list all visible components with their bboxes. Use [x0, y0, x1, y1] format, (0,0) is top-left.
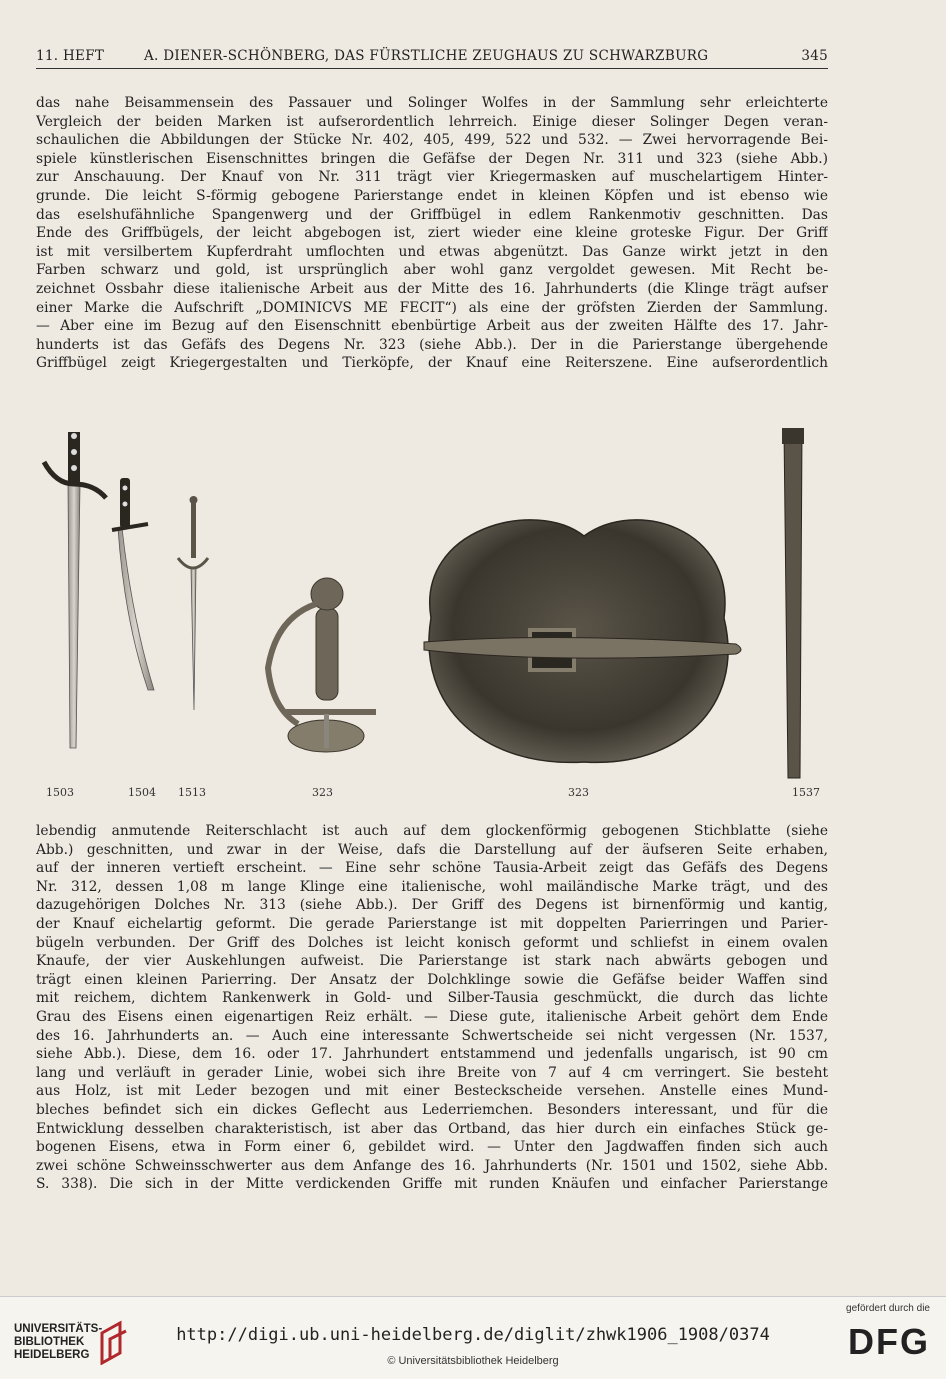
header-rule	[36, 68, 828, 69]
dagger-1513	[178, 496, 208, 710]
caption-1504: 1504	[128, 786, 156, 799]
sword-1503	[44, 432, 106, 748]
text-line: des 16. Jahrhunderts an. — Auch eine interessante Schwertscheide sei nicht vergessen (Nr. 1537,	[36, 1027, 828, 1044]
weapons-figure	[36, 418, 828, 798]
text-line: Grau des Eisens einen eigenartigen Reiz erhält. — Diese gute, italienische Arbeit gehört dem Ende	[36, 1008, 828, 1025]
sword-1504	[112, 478, 154, 690]
caption-323-hilt: 323	[312, 786, 333, 799]
text-line: Nr. 312, dessen 1,08 m lange Klinge eine italienische, wohl mailändische Marke trägt, und des	[36, 878, 828, 895]
cup-guard-323	[424, 520, 741, 763]
rapier-hilt-323	[268, 578, 376, 752]
text-line: Abb.) geschnitten, und zwar in der Weise, dafs die Darstellung auf der äufseren Seite erhaben,	[36, 841, 828, 858]
text-line: bügeln verbunden. Der Griff des Dolches ist leicht konisch geformt und schliefst in einem ovalen	[36, 934, 828, 951]
running-header	[36, 48, 828, 66]
paragraph-bottom	[36, 822, 828, 1232]
text-line: spiele künstlerischen Eisenschnittes bringen die Gefäfse der Degen Nr. 311 und 323 (siehe Abb.)	[36, 150, 828, 167]
text-line: zeichnet Ossbahr diese italienische Arbeit aus der Mitte des 16. Jahrhunderts (die Klinge trägt aufser	[36, 280, 828, 297]
library-name-line1: UNIVERSITÄTS-	[14, 1323, 103, 1335]
scabbard-1537	[782, 428, 804, 778]
text-line: ist mit versilbertem Kupferdraht umflochten und etwas abgenützt. Das Ganze wirkt jetzt in den	[36, 243, 828, 260]
text-line: zwei schöne Schweinsschwerter aus dem Anfange des 16. Jahrhunderts (Nr. 1501 und 1502, siehe Abb.	[36, 1157, 828, 1174]
article-title: A. DIENER-SCHÖNBERG, DAS FÜRSTLICHE ZEUGHAUS ZU SCHWARZBURG	[144, 48, 709, 64]
text-line: grunde. Die leicht S-förmig gebogene Parierstange endet in kleinen Köpfen und ist ebenso wie	[36, 187, 828, 204]
permalink-url[interactable]: http://digi.ub.uni-heidelberg.de/diglit/zhwk1906_1908/0374	[176, 1325, 770, 1345]
copyright-notice: © Universitätsbibliothek Heidelberg	[387, 1355, 559, 1367]
paragraph-top	[36, 94, 828, 394]
text-line: das eselshufähnliche Spangenwerg und der Griffbügel in edlem Rankenmotiv geschnitten. Das	[36, 206, 828, 223]
text-line: Ende des Griffbügels, der leicht abgebogen ist, ziert wieder eine kleine groteske Figur. Der Griff	[36, 225, 828, 242]
text-line: einer Marke die Aufschrift „DOMINICVS ME FECIT“) als eine der gröfsten Zierden der Sammlung.	[36, 299, 828, 316]
text-line: der Knauf eichelartig geformt. Die gerade Parierstange ist mit doppelten Parierringen und Parier-	[36, 915, 828, 932]
text-line: Farben schwarz und gold, ist ursprünglich aber wohl ganz vergoldet gewesen. Mit Recht be-	[36, 262, 828, 279]
text-line: Knaufe, der vier Auskehlungen aufweist. Die Parierstange ist stark nach abwärts gebogen und	[36, 953, 828, 970]
text-line: hunderts ist das Gefäfs des Degens Nr. 323 (siehe Abb.). Der in die Parierstange übergehende	[36, 336, 828, 353]
text-line: lebendig anmutende Reiterschlacht ist auch auf dem glockenförmig gebogenen Stichblatte (siehe	[36, 823, 828, 839]
caption-1537: 1537	[792, 786, 820, 799]
text-line: auf der inneren vertieft erscheint. — Eine sehr schöne Tausia-Arbeit zeigt das Gefäfs des Degens	[36, 860, 828, 877]
text-line: aus Holz, ist mit Leder bezogen und mit einer Besteckscheide versehen. Anstelle eines Mund-	[36, 1083, 828, 1100]
caption-323-guard: 323	[568, 786, 589, 799]
text-line: — Aber eine im Bezug auf den Eisenschnitt ebenbürtige Arbeit aus der zweiten Hälfte des 17. Jahr-	[36, 318, 828, 335]
text-line: dazugehörigen Dolches Nr. 313 (siehe Abb.). Der Griff des Degens ist birnenförmig und kantig,	[36, 897, 828, 914]
funded-by-label: gefördert durch die	[846, 1303, 930, 1314]
weapons-illustration	[36, 418, 828, 798]
digitization-footer	[0, 1296, 946, 1379]
text-line: trägt einen kleinen Parierring. Der Ansatz der Dolchklinge sowie die Gefäfse beider Waffen sind	[36, 971, 828, 988]
text-line: das nahe Beisammensein des Passauer und Solinger Wolfes in der Sammlung sehr erleichterte	[36, 95, 828, 111]
page-number: 345	[801, 48, 828, 64]
text-line: bleches befindet sich ein dickes Geflecht aus Lederriemchen. Besonders interessant, und für die	[36, 1101, 828, 1118]
text-line: bogenen Eisens, etwa in Form einer 6, gebildet wird. — Unter den Jagdwaffen finden sich auch	[36, 1139, 828, 1156]
text-line: Entwicklung desselben charakteristisch, ist aber das Ortband, das hier durch ein einfaches Stück ge-	[36, 1120, 828, 1137]
text-line: Vergleich der beiden Marken ist aufserordentlich lehrreich. Einige dieser Solinger Degen veran-	[36, 113, 828, 130]
dfg-logo[interactable]: DFG	[848, 1321, 930, 1362]
text-line: lang und verläuft in gerader Linie, wobei sich ihre Breite von 7 auf 4 cm verringert. Sie besteht	[36, 1064, 828, 1081]
issue-label: 11. HEFT	[36, 48, 105, 64]
library-name-line2: BIBLIOTHEK	[14, 1336, 85, 1348]
text-line: mit reichem, dichtem Rankenwerk in Gold- und Silber-Tausia geschmückt, die durch das lichte	[36, 990, 828, 1007]
text-line: zur Anschauung. Der Knauf von Nr. 311 trägt vier Kriegermasken auf muschelartigem Hinter-	[36, 169, 828, 186]
caption-1503: 1503	[46, 786, 74, 799]
text-line: Griffbügel zeigt Kriegergestalten und Tierköpfe, der Knauf eine Reiterszene. Eine aufserordentlich	[36, 355, 828, 372]
caption-1513: 1513	[178, 786, 206, 799]
text-line: siehe Abb.). Diese, dem 16. oder 17. Jahrhundert entstammend und jedenfalls ungarisch, ist 90 cm	[36, 1046, 828, 1063]
text-line: schaulichen die Abbildungen der Stücke Nr. 402, 405, 499, 522 und 532. — Zwei hervorragende Bei-	[36, 132, 828, 149]
library-name-line3: HEIDELBERG	[14, 1349, 90, 1361]
text-line: S. 338). Die sich in der Mitte verdickenden Griffe mit runden Knäufen und einfacher Parierstange	[36, 1176, 828, 1193]
